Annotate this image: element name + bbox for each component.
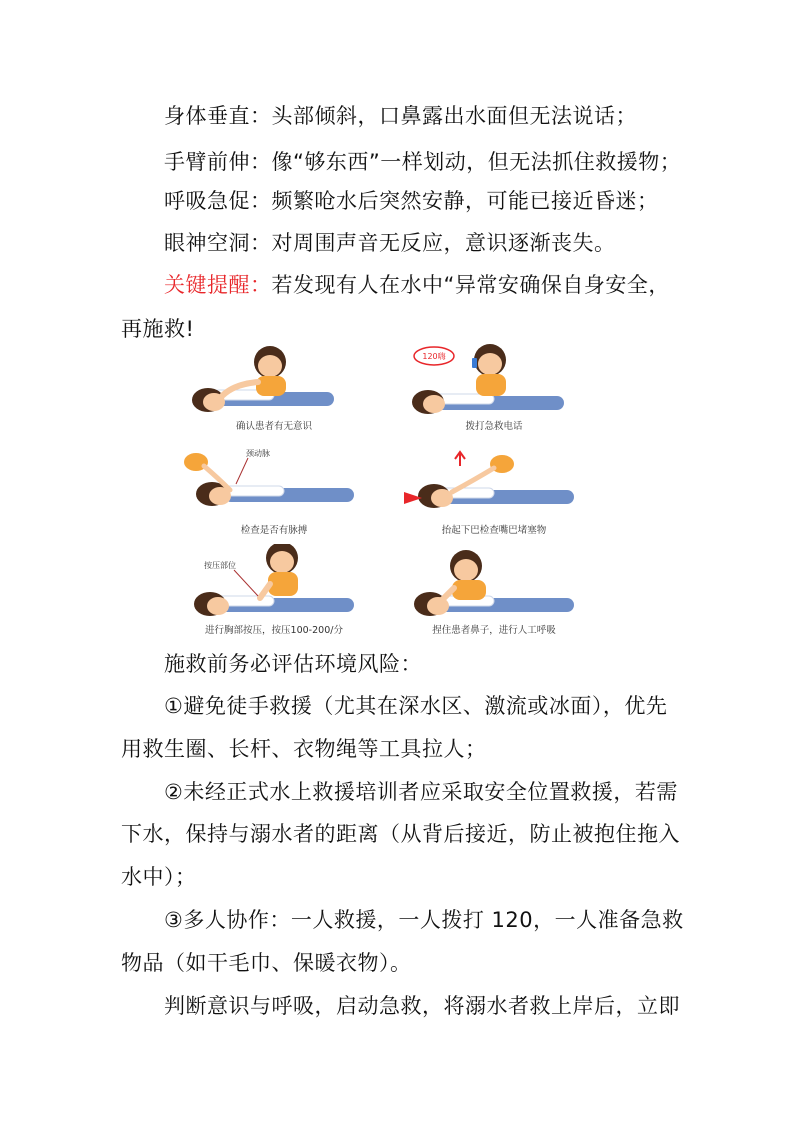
chest-compression-drawing xyxy=(174,544,374,624)
paragraph-item-3-line-2: 物品（如干毛巾、保暖衣物）。 xyxy=(121,951,412,975)
caption-chest-compression: 进行胸部按压，按压100-200/分 xyxy=(205,625,343,636)
paragraph-item-2-line-1: ②未经正式水上救援培训者应采取安全位置救援，若需 xyxy=(164,780,678,804)
paragraph-item-3-line-1: ③多人协作：一人救援，一人拨打 120，一人准备急救 xyxy=(164,908,684,932)
key-reminder-continuation: 再施救! xyxy=(121,317,195,341)
key-reminder-text: 若发现有人在水中“异常安确保自身安全， xyxy=(271,273,670,297)
caption-rescue-breathing: 捏住患者鼻子，进行人工呼吸 xyxy=(432,625,556,636)
panel-call-emergency xyxy=(394,340,594,432)
press-label-text: 按压部位 xyxy=(204,561,236,570)
check-pulse-drawing xyxy=(174,444,374,524)
panel-rescue-breathing xyxy=(394,544,594,636)
paragraph-eyes: 眼神空洞：对周围声音无反应，意识逐渐丧失。 xyxy=(164,231,616,255)
paragraph-item-2-line-3: 水中）； xyxy=(121,865,197,889)
rescue-breathing-drawing xyxy=(394,544,594,624)
check-consciousness-drawing xyxy=(174,340,374,420)
panel-chest-compression xyxy=(174,544,374,636)
caption-lift-chin: 抬起下巴检查嘴巴堵塞物 xyxy=(441,525,547,536)
panel-check-consciousness xyxy=(174,340,374,432)
phone-badge-text: 120嗨 xyxy=(422,352,446,361)
paragraph-item-1-line-1: ①避免徒手救援（尤其在深水区、激流或冰面），优先 xyxy=(164,694,668,718)
caption-check-consciousness: 确认患者有无意识 xyxy=(235,421,312,432)
panel-check-pulse xyxy=(174,444,374,536)
panel-lift-chin xyxy=(394,444,594,536)
lift-chin-drawing xyxy=(394,444,594,524)
paragraph-judge-consciousness: 判断意识与呼吸，启动急救，将溺水者救上岸后，立即 xyxy=(164,994,680,1018)
paragraph-assess-risk: 施救前务必评估环境风险： xyxy=(164,652,422,676)
paragraph-arm-forward: 手臂前伸：像“够东西”一样划动，但无法抓住救援物； xyxy=(164,150,682,174)
key-reminder-label: 关键提醒： xyxy=(164,273,272,297)
paragraph-body-vertical: 身体垂直：头部倾斜，口鼻露出水面但无法说话； xyxy=(164,104,637,128)
call-emergency-drawing xyxy=(394,340,594,420)
caption-check-pulse: 检查是否有脉搏 xyxy=(240,525,308,536)
paragraph-item-2-line-2: 下水，保持与溺水者的距离（从背后接近，防止被抱住拖入 xyxy=(121,822,680,846)
paragraph-item-1-line-2: 用救生圈、长杆、衣物绳等工具拉人； xyxy=(121,737,487,761)
first-aid-illustration xyxy=(174,340,594,640)
pulse-label-text: 颈动脉 xyxy=(246,449,270,458)
paragraph-breathing: 呼吸急促：频繁呛水后突然安静，可能已接近昏迷； xyxy=(164,189,659,213)
caption-call-emergency: 拨打急救电话 xyxy=(465,421,523,432)
paragraph-key-reminder xyxy=(164,270,670,300)
